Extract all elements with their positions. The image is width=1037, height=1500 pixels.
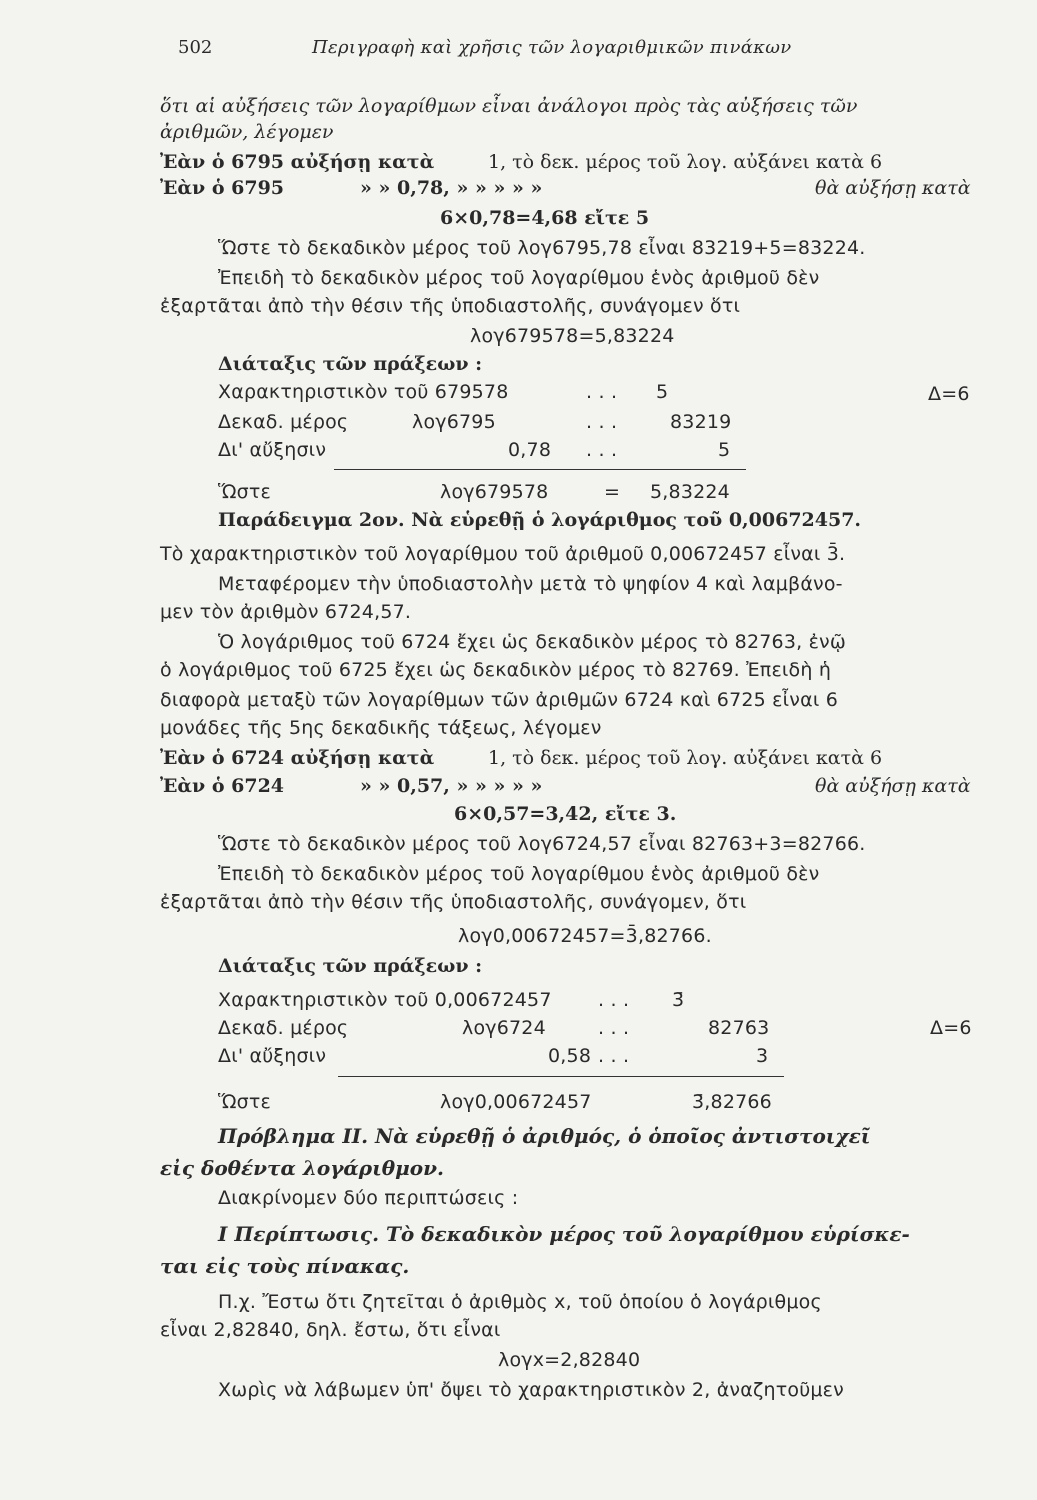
text-line: Π.χ. Ἔστω ὅτι ζητεῖται ὁ ἀριθμὸς x, τοῦ ὁποίου ὁ λογάριθμος [218, 1291, 822, 1313]
text-line: Ἐὰν ὁ 6724 [160, 775, 285, 797]
text-line: θὰ αὐξήσῃ κατὰ [815, 775, 971, 797]
table1-r3-val: 5 [718, 439, 731, 461]
text-line: διαφορὰ μεταξὺ τῶν λογαρίθμων τῶν ἀριθμῶν 6724 καὶ 6725 εἶναι 6 [160, 689, 838, 711]
table2-r3-label: Δι' αὔξησιν [218, 1045, 327, 1067]
table2-r1-dots: . . . [598, 989, 630, 1011]
table2-r3-val: 3 [756, 1045, 769, 1067]
table2-res-val: 3̄,82766 [692, 1091, 772, 1113]
table2-r2-mid: λογ6724 [462, 1017, 546, 1039]
case-heading-cont: ται εἰς τοὺς πίνακας. [160, 1254, 410, 1278]
table2-r3-dots: . . . [598, 1045, 630, 1067]
text-line: 1, τὸ δεκ. μέρος τοῦ λογ. αὐξάνει κατὰ 6 [488, 151, 883, 173]
table2-res-mid: λογ0,00672457 [440, 1091, 592, 1113]
table2-r3-mid: 0,58 [548, 1045, 592, 1067]
text-line: ἐξαρτᾶται ἀπὸ τὴν θέσιν τῆς ὑποδιαστολῆς, συνάγομεν, ὅτι [160, 891, 747, 913]
formula: λογ0,00672457=3̄,82766. [458, 925, 712, 947]
table1-r3-label: Δι' αὔξησιν [218, 439, 327, 461]
table1-r3-dots: . . . [586, 439, 618, 461]
table1-r3-mid: 0,78 [508, 439, 552, 461]
table1-r2-dots: . . . [586, 411, 618, 433]
table1-r1-val: 5 [656, 381, 669, 403]
text-line: Ἐὰν ὁ 6795 [160, 177, 285, 199]
table1-r2-val: 83219 [670, 411, 732, 433]
page-number: 502 [178, 37, 213, 58]
problem-heading: Πρόβλημα ΙΙ. Νὰ εὑρεθῇ ὁ ἀριθμός, ὁ ὁποῖος ἀντιστοιχεῖ [218, 1124, 871, 1148]
section-heading: Διάταξις τῶν πράξεων : [218, 955, 483, 977]
text-line: Μεταφέρομεν τὴν ὑποδιαστολὴν μετὰ τὸ ψηφίον 4 καὶ λαμβάνο- [218, 573, 843, 595]
text-line: ἐξαρτᾶται ἀπὸ τὴν θέσιν τῆς ὑποδιαστολῆς, συνάγομεν ὅτι [160, 295, 741, 317]
text-line: ὅτι αἱ αὐξήσεις τῶν λογαρίθμων εἶναι ἀνάλογοι πρὸς τὰς αὐξήσεις τῶν [160, 95, 858, 117]
table2-r2-label: Δεκαδ. μέρος [218, 1017, 349, 1039]
text-line: ὁ λογάριθμος τοῦ 6725 ἔχει ὡς δεκαδικὸν μέρος τὸ 82769. Ἐπειδὴ ἡ [160, 659, 832, 681]
text-line: 1, τὸ δεκ. μέρος τοῦ λογ. αὐξάνει κατὰ 6 [488, 747, 883, 769]
text-line: Χωρὶς νὰ λάβωμεν ὑπ' ὄψει τὸ χαρακτηριστικὸν 2, ἀναζητοῦμεν [218, 1379, 844, 1401]
table1-r2-mid: λογ6795 [412, 411, 496, 433]
text-line: Ὥστε τὸ δεκαδικὸν μέρος τοῦ λογ6724,57 εἶναι 82763+3=82766. [218, 833, 866, 855]
table2-r2-dots: . . . [598, 1017, 630, 1039]
text-line: ἀριθμῶν, λέγομεν [160, 121, 334, 143]
table1-res-eq: = [604, 481, 621, 503]
table2-r2-val: 82763 [708, 1017, 770, 1039]
text-line: 6×0,57=3,42, εἴτε 3. [454, 803, 677, 825]
text-line: εἶναι 2,82840, δηλ. ἔστω, ὅτι εἶναι [160, 1319, 501, 1341]
table1-r1-dots: . . . [586, 381, 618, 403]
table1-r2-label: Δεκαδ. μέρος [218, 411, 349, 433]
text-line: μεν τὸν ἀριθμὸν 6724,57. [160, 601, 412, 623]
text-line: Τὸ χαρακτηριστικὸν τοῦ λογαρίθμου τοῦ ἀριθμοῦ 0,00672457 εἶναι 3̄. [160, 543, 846, 565]
ditto-marks: » » 0,57, » » » » » [360, 775, 543, 797]
text-line: Διακρίνομεν δύο περιπτώσεις : [218, 1187, 519, 1209]
example-heading: Παράδειγμα 2ον. Νὰ εὑρεθῇ ὁ λογάριθμος τοῦ 0,00672457. [218, 509, 862, 531]
text-line: Ἐὰν ὁ 6724 αὐξήσῃ κατὰ [160, 747, 435, 769]
text-line: Ὥστε τὸ δεκαδικὸν μέρος τοῦ λογ6795,78 εἶναι 83219+5=83224. [218, 237, 866, 259]
table2-r1-val: 3̄ [672, 989, 685, 1011]
case-heading: Ι Περίπτωσις. Τὸ δεκαδικὸν μέρος τοῦ λογαρίθμου εὑρίσκε- [218, 1222, 910, 1246]
section-heading: Διάταξις τῶν πράξεων : [218, 353, 483, 375]
problem-heading-cont: εἰς δοθέντα λογάριθμον. [160, 1156, 444, 1180]
text-line: 6×0,78=4,68 εἴτε 5 [440, 207, 650, 229]
table2-r1-label: Χαρακτηριστικὸν τοῦ 0,00672457 [218, 989, 552, 1011]
text-line: θὰ αὐξήσῃ κατὰ [815, 177, 971, 199]
text-line: Ἐπειδὴ τὸ δεκαδικὸν μέρος τοῦ λογαρίθμου ἑνὸς ἀριθμοῦ δὲν [218, 267, 820, 289]
table1-r1-label: Χαρακτηριστικὸν τοῦ 679578 [218, 381, 509, 403]
table2-res-label: Ὥστε [218, 1091, 272, 1113]
formula: λογx=2,82840 [498, 1349, 641, 1371]
text-line: Ἐὰν ὁ 6795 αὐξήσῃ κατὰ [160, 151, 435, 173]
table1-delta: Δ=6 [928, 383, 970, 405]
table1-res-val: 5,83224 [650, 481, 730, 503]
ditto-marks: » » 0,78, » » » » » [360, 177, 543, 199]
table2-delta: Δ=6 [930, 1017, 972, 1039]
running-title: Περιγραφὴ καὶ χρῆσις τῶν λογαριθμικῶν πινάκων [312, 37, 792, 58]
text-line: Ὁ λογάριθμος τοῦ 6724 ἔχει ὡς δεκαδικὸν μέρος τὸ 82763, ἐνῷ [218, 631, 846, 653]
table1-sum-rule [334, 469, 746, 470]
text-line: μονάδες τῆς 5ης δεκαδικῆς τάξεως, λέγομεν [160, 717, 602, 739]
table2-sum-rule [338, 1076, 784, 1077]
formula: λογ679578=5,83224 [470, 325, 675, 347]
table1-res-label: Ὥστε [218, 481, 272, 503]
text-line: Ἐπειδὴ τὸ δεκαδικὸν μέρος τοῦ λογαρίθμου ἑνὸς ἀριθμοῦ δὲν [218, 863, 820, 885]
table1-res-mid: λογ679578 [440, 481, 549, 503]
